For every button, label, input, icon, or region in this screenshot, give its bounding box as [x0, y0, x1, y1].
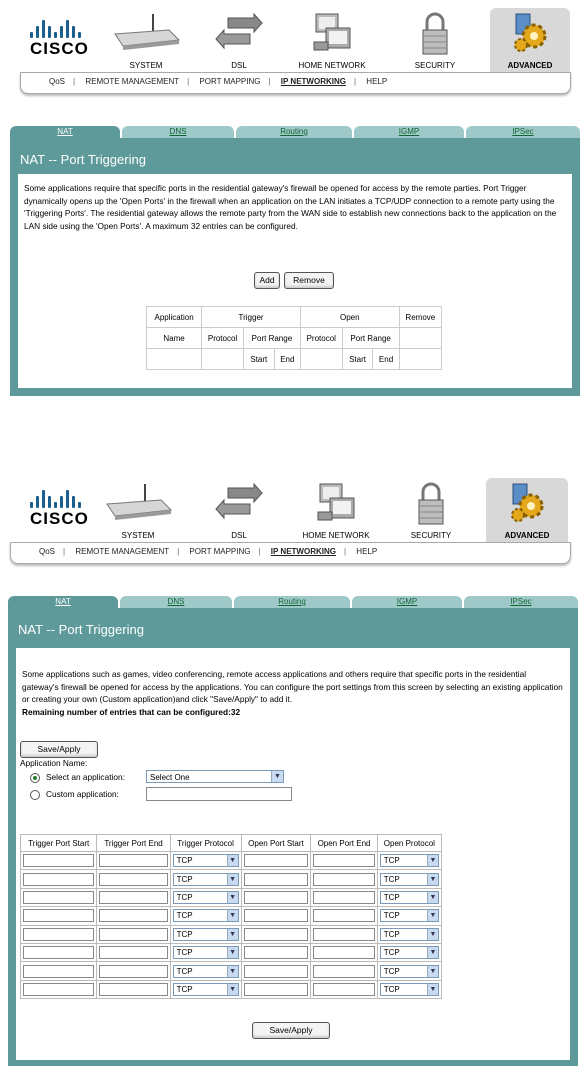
tab-routing[interactable]: Routing	[236, 126, 352, 138]
open-protocol-select[interactable]	[380, 891, 439, 904]
padlock-icon	[416, 482, 446, 526]
chevron-down-icon: ▼	[227, 910, 238, 921]
open-protocol-select[interactable]	[380, 873, 439, 886]
tab-nat[interactable]: NAT	[8, 596, 118, 608]
nav-label: SYSTEM	[129, 61, 163, 70]
remaining-entries: Remaining number of entries that can be configured:32	[22, 707, 241, 717]
tab-ipsec[interactable]: IPSec	[464, 596, 578, 608]
open-protocol-select[interactable]	[380, 946, 439, 959]
nav-advanced[interactable]	[490, 8, 570, 72]
col-trigger-port-range: Port Range	[243, 328, 300, 349]
col-trigger-start: Start	[244, 349, 274, 369]
col-open-port-end: Open Port End	[311, 835, 377, 852]
col-trigger-end: End	[280, 354, 295, 364]
description-text: Some applications require that specific ports in the residential gateway's firewall be opened for access by the remote parties. Port Trigger dynamically opens up the 'Open Ports' in the firewall when an application on the LAN initiates a TCP/UDP connection to a remote party using the 'Triggering Ports'. The residential gateway allows the remote party from the WAN side to establish new connections back to the application on the LAN side using the 'Open Ports'. A maximum 32 entries can be configured.	[24, 183, 557, 231]
nav-label: HOME NETWORK	[298, 61, 366, 70]
nav-dsl[interactable]	[208, 478, 270, 542]
trigger-port-end-input[interactable]	[99, 854, 167, 867]
chevron-down-icon: ▼	[427, 910, 438, 921]
col-trigger: Trigger	[202, 307, 301, 328]
trigger-protocol-select[interactable]	[173, 873, 239, 886]
open-port-start-input[interactable]	[244, 909, 309, 922]
trigger-port-end-input[interactable]	[99, 909, 167, 922]
port-triggering-table	[146, 306, 442, 370]
trigger-protocol-select[interactable]	[173, 983, 239, 996]
open-protocol-value: TCP	[383, 911, 400, 921]
subnav-help[interactable]: HELP	[366, 77, 388, 86]
tab-bar	[10, 126, 580, 138]
port-triggering-list-panel	[10, 126, 580, 396]
logo-text: CISCO	[30, 509, 89, 528]
subnav-qos[interactable]: QoS	[49, 77, 66, 86]
col-open-protocol: Protocol	[300, 328, 342, 349]
trigger-protocol-value: TCP	[176, 984, 193, 994]
application-name-label: Application Name:	[20, 758, 88, 768]
nav-label: ADVANCED	[504, 531, 550, 540]
select-application-radio[interactable]	[30, 773, 40, 783]
trigger-port-end-input[interactable]	[99, 928, 167, 941]
open-port-start-input[interactable]	[244, 928, 309, 941]
table-row	[21, 907, 442, 925]
sub-navigation: QoS | REMOTE MANAGEMENT | PORT MAPPING | IP NETWORKING | HELP	[10, 542, 571, 564]
chevron-down-icon: ▼	[227, 984, 238, 995]
trigger-protocol-value: TCP	[176, 874, 193, 884]
arrows-icon	[214, 12, 264, 52]
page-title: NAT -- Port Triggering	[18, 622, 144, 637]
trigger-port-end-input[interactable]	[99, 891, 167, 904]
trigger-protocol-select[interactable]	[173, 928, 239, 941]
open-port-start-input[interactable]	[244, 983, 309, 996]
tab-igmp[interactable]: IGMP	[354, 126, 464, 138]
col-remove: Remove	[399, 307, 441, 328]
col-open: Open	[300, 307, 399, 328]
custom-application-input[interactable]	[146, 787, 292, 801]
tab-ipsec[interactable]: IPSec	[466, 126, 580, 138]
sub-navigation: QoS | REMOTE MANAGEMENT | PORT MAPPING | IP NETWORKING | HELP	[20, 72, 571, 94]
trigger-rules-table	[20, 834, 442, 999]
nav-security[interactable]	[400, 8, 470, 72]
tab-routing[interactable]: Routing	[234, 596, 350, 608]
open-port-start-input[interactable]	[244, 873, 309, 886]
open-port-end-input[interactable]	[313, 965, 374, 978]
tab-dns[interactable]: DNS	[122, 126, 234, 138]
table-row	[21, 870, 442, 888]
subnav-ip-networking[interactable]: IP NETWORKING	[280, 77, 346, 86]
col-open-port-range: Port Range	[342, 328, 399, 349]
nav-label: ADVANCED	[507, 61, 553, 70]
open-protocol-select[interactable]	[380, 983, 439, 996]
chevron-down-icon: ▼	[427, 966, 438, 977]
table-row	[21, 943, 442, 961]
chevron-down-icon: ▼	[427, 947, 438, 958]
tab-nat[interactable]: NAT	[10, 126, 120, 138]
open-port-end-input[interactable]	[313, 873, 374, 886]
tab-dns[interactable]: DNS	[120, 596, 232, 608]
col-application: Application	[147, 307, 202, 328]
chevron-down-icon: ▼	[271, 771, 283, 782]
cisco-logo-bars	[30, 486, 90, 508]
open-port-end-input[interactable]	[313, 854, 374, 867]
trigger-port-start-input[interactable]	[23, 909, 94, 922]
router-icon	[109, 12, 183, 52]
col-trigger-port-end: Trigger Port End	[97, 835, 170, 852]
nav-dsl[interactable]	[208, 8, 270, 72]
header-top	[20, 8, 571, 98]
chevron-down-icon: ▼	[227, 929, 238, 940]
main-nav	[20, 478, 571, 542]
open-protocol-select[interactable]	[380, 928, 439, 941]
trigger-port-start-input[interactable]	[23, 983, 94, 996]
open-protocol-value: TCP	[383, 929, 400, 939]
chevron-down-icon: ▼	[227, 892, 238, 903]
nav-label: SYSTEM	[121, 531, 155, 540]
tab-igmp[interactable]: IGMP	[352, 596, 462, 608]
chevron-down-icon: ▼	[427, 892, 438, 903]
table-row	[21, 888, 442, 906]
trigger-port-end-input[interactable]	[99, 873, 167, 886]
trigger-port-start-input[interactable]	[23, 854, 94, 867]
trigger-port-end-input[interactable]	[99, 946, 167, 959]
table-row	[21, 852, 442, 870]
open-port-start-input[interactable]	[244, 891, 309, 904]
open-protocol-value: TCP	[383, 874, 400, 884]
trigger-protocol-value: TCP	[176, 911, 193, 921]
open-protocol-select[interactable]	[380, 909, 439, 922]
chevron-down-icon: ▼	[227, 874, 238, 885]
arrows-icon	[214, 482, 264, 522]
trigger-port-start-input[interactable]	[23, 873, 94, 886]
subnav-port-mapping[interactable]: PORT MAPPING	[189, 547, 251, 556]
description-text: Some applications such as games, video conferencing, remote access applications and others require that specific ports in the residential gateway's firewall be opened for access by the applications. You can configure the port settings from this screen by selecting an existing application or creating your own (Custom application)and click "Save/Apply" to add it.	[22, 669, 563, 705]
chevron-down-icon: ▼	[427, 855, 438, 866]
save-apply-button-bottom[interactable]: Save/Apply	[252, 1022, 330, 1039]
table-row	[21, 980, 442, 998]
header-bottom	[20, 478, 571, 568]
router-icon	[101, 482, 175, 522]
open-port-end-input[interactable]	[313, 928, 374, 941]
gear-icon	[507, 482, 547, 526]
computers-icon	[314, 482, 358, 524]
subnav-remote-management[interactable]: REMOTE MANAGEMENT	[75, 547, 170, 556]
save-apply-button[interactable]: Save/Apply	[20, 741, 98, 758]
subnav-remote-management[interactable]: REMOTE MANAGEMENT	[85, 77, 180, 86]
trigger-protocol-value: TCP	[176, 948, 193, 958]
open-protocol-value: TCP	[383, 966, 400, 976]
main-nav	[20, 8, 571, 72]
col-open-end: End	[378, 354, 394, 364]
logo-text: CISCO	[30, 39, 89, 58]
trigger-port-start-input[interactable]	[23, 965, 94, 978]
chevron-down-icon: ▼	[227, 966, 238, 977]
table-header-row	[21, 835, 442, 852]
trigger-port-start-input[interactable]	[23, 928, 94, 941]
open-protocol-select[interactable]	[380, 854, 439, 867]
chevron-down-icon: ▼	[227, 947, 238, 958]
chevron-down-icon: ▼	[427, 984, 438, 995]
subnav-help[interactable]: HELP	[356, 547, 378, 556]
trigger-protocol-value: TCP	[176, 929, 193, 939]
col-open-protocol: Open Protocol	[377, 835, 441, 852]
trigger-protocol-select[interactable]	[173, 946, 239, 959]
trigger-protocol-value: TCP	[176, 856, 193, 866]
nav-label: DSL	[231, 61, 247, 70]
open-protocol-value: TCP	[383, 984, 400, 994]
cisco-logo	[28, 16, 108, 60]
application-select[interactable]	[146, 770, 284, 783]
col-trigger-protocol: Protocol	[202, 328, 244, 349]
trigger-protocol-value: TCP	[176, 966, 193, 976]
col-open-start: Start	[343, 349, 373, 369]
trigger-port-start-input[interactable]	[23, 891, 94, 904]
open-protocol-select[interactable]	[380, 965, 439, 978]
nav-label: HOME NETWORK	[302, 531, 370, 540]
gear-icon	[510, 12, 550, 56]
open-protocol-value: TCP	[383, 892, 400, 902]
nav-system[interactable]	[98, 478, 178, 542]
open-port-end-input[interactable]	[313, 946, 374, 959]
nav-label: SECURITY	[410, 531, 452, 540]
panel-body	[16, 648, 570, 1060]
page-title: NAT -- Port Triggering	[20, 152, 146, 167]
col-open-port-start: Open Port Start	[241, 835, 311, 852]
trigger-protocol-select[interactable]	[173, 909, 239, 922]
nav-system[interactable]	[106, 8, 186, 72]
nav-home-network[interactable]	[292, 8, 372, 72]
col-trigger-protocol: Trigger Protocol	[170, 835, 241, 852]
chevron-down-icon: ▼	[427, 929, 438, 940]
open-protocol-value: TCP	[383, 856, 400, 866]
trigger-protocol-value: TCP	[176, 892, 193, 902]
nav-home-network[interactable]	[296, 478, 376, 542]
nav-label: DSL	[231, 531, 247, 540]
chevron-down-icon: ▼	[227, 855, 238, 866]
cisco-logo-bars	[30, 16, 90, 38]
subnav-ip-networking[interactable]: IP NETWORKING	[270, 547, 336, 556]
trigger-port-end-input[interactable]	[99, 965, 167, 978]
padlock-icon	[420, 12, 450, 56]
open-port-end-input[interactable]	[313, 891, 374, 904]
subnav-port-mapping[interactable]: PORT MAPPING	[199, 77, 261, 86]
subnav-qos[interactable]: QoS	[39, 547, 56, 556]
nav-label: SECURITY	[414, 61, 456, 70]
table-row	[21, 925, 442, 943]
col-name: Name	[147, 328, 202, 349]
custom-application-radio[interactable]	[30, 790, 40, 800]
application-select-value: Select One	[150, 773, 190, 782]
chevron-down-icon: ▼	[427, 874, 438, 885]
col-trigger-port-start: Trigger Port Start	[21, 835, 97, 852]
nav-security[interactable]	[396, 478, 466, 542]
panel-body	[18, 174, 572, 388]
cisco-logo	[28, 486, 108, 530]
nav-advanced[interactable]	[486, 478, 568, 542]
trigger-port-start-input[interactable]	[23, 946, 94, 959]
computers-icon	[310, 12, 354, 54]
open-port-start-input[interactable]	[244, 946, 309, 959]
port-triggering-add-panel	[8, 596, 578, 1066]
custom-application-label: Custom application:	[46, 789, 119, 799]
tab-bar	[8, 596, 578, 608]
trigger-port-end-input[interactable]	[99, 983, 167, 996]
open-protocol-value: TCP	[383, 948, 400, 958]
open-port-end-input[interactable]	[313, 909, 374, 922]
select-application-label: Select an application:	[46, 772, 125, 782]
open-port-start-input[interactable]	[244, 854, 309, 867]
add-button[interactable]: Add	[254, 272, 280, 289]
open-port-end-input[interactable]	[313, 983, 374, 996]
table-row	[21, 962, 442, 980]
trigger-protocol-select[interactable]	[173, 965, 239, 978]
trigger-protocol-select[interactable]	[173, 891, 239, 904]
open-port-start-input[interactable]	[244, 965, 309, 978]
remove-button[interactable]: Remove	[284, 272, 334, 289]
trigger-protocol-select[interactable]	[173, 854, 239, 867]
